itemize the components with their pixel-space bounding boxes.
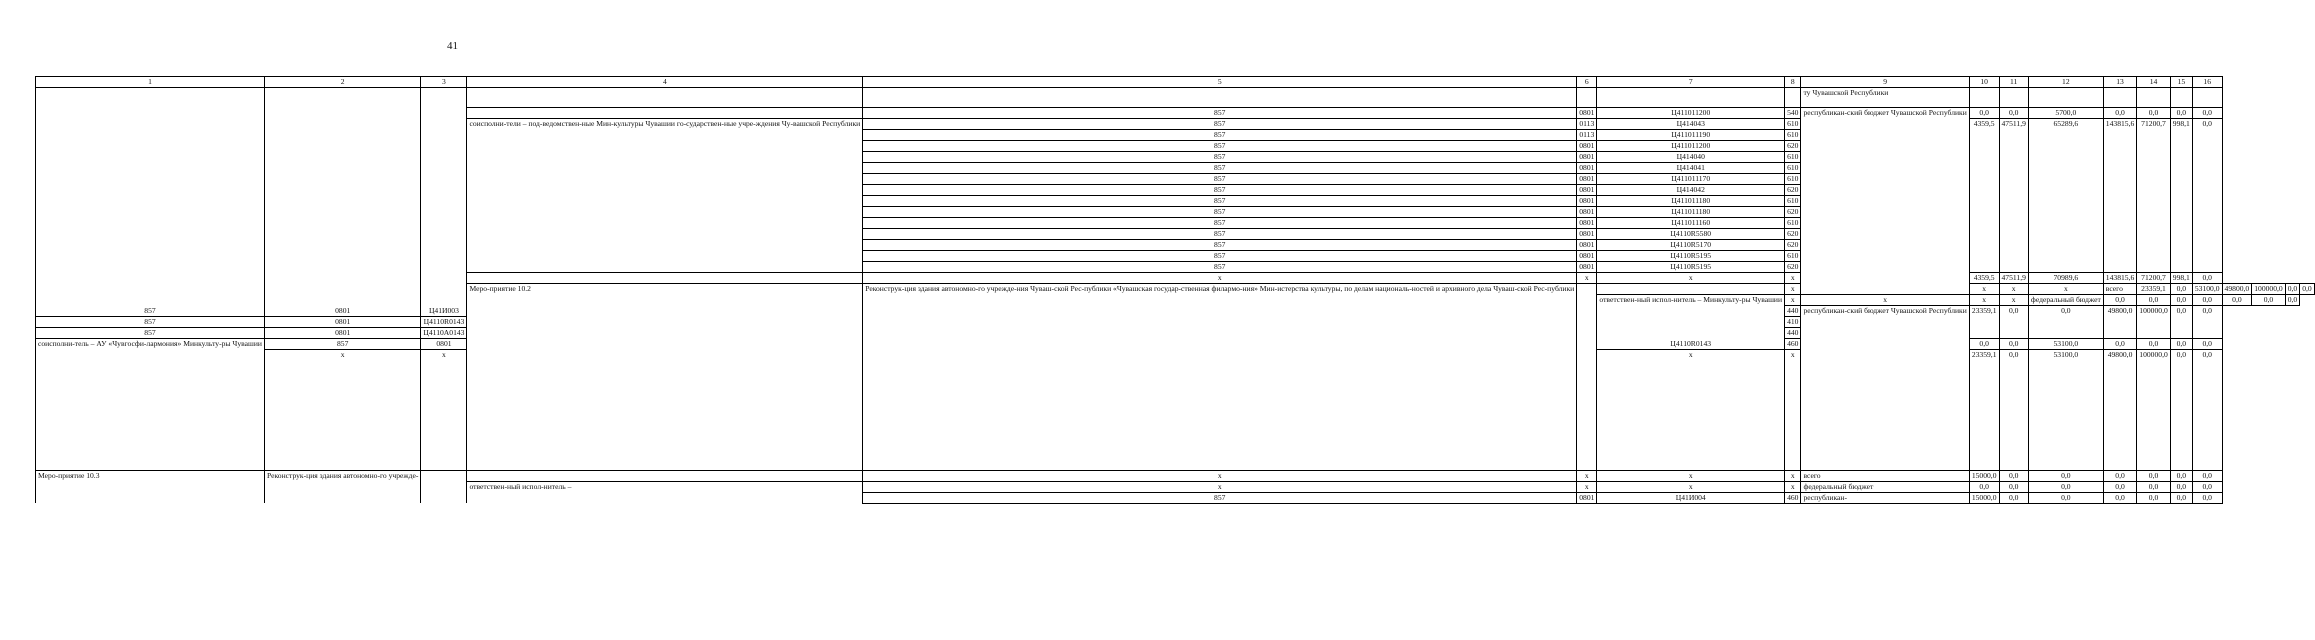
measure-name: Реконструк-ция здания автономно-го учрежде-ния Чуваш-ской Рес-публики «Чувашская государ-ственная филармо-ния» Мин-истерства культуры, по делам националь-ностей и архивного дела Чуваш-ской Рес-публики [863,284,1577,471]
table-cell [2170,360,2192,470]
table-cell [1597,360,1785,470]
column-header: 11 [1999,77,2028,88]
table-cell: 620 [1785,185,1801,196]
table-cell: 0801 [1577,207,1597,218]
column-header: 13 [2103,77,2136,88]
table-cell: 857 [265,339,421,350]
table-cell: 620 [1785,262,1801,273]
table-cell [2170,88,2192,108]
column-header: 6 [1577,77,1597,88]
table-cell: 857 [863,262,1577,273]
table-cell: x [1969,284,1999,295]
table-cell [1801,360,1969,470]
table-cell [1969,88,1999,108]
table-cell: 0801 [1577,262,1597,273]
table-cell [1577,88,1597,108]
table-cell: Ц4110R5195 [1597,262,1785,273]
table-cell: x [1577,273,1597,284]
table-cell [2192,88,2222,108]
table-cell: 620 [1785,207,1801,218]
table-cell: Ц41И003 [421,306,467,317]
table-cell: 0,0 [2170,470,2192,481]
table-cell: 0,0 [2192,108,2222,119]
table-cell: 0,0 [2170,108,2192,119]
table-cell: 857 [863,240,1577,251]
table-cell [2103,360,2136,470]
table-cell [1999,360,2028,470]
table-cell: 0801 [1577,141,1597,152]
responsible-executor: ответствен-ный испол-нитель – Минкульту-ры Чувашии [1597,295,1785,339]
table-cell: Ц4110R5195 [1597,251,1785,262]
table-cell: 0,0 [2192,481,2222,492]
table-cell: 0,0 [2137,108,2170,119]
table-cell: 5700,0 [2028,108,2103,119]
table-cell: Ц411011200 [1597,141,1785,152]
table-cell: 0,0 [2192,119,2222,273]
table-cell: Ц411011160 [1597,218,1785,229]
table-cell: x [1785,481,1801,492]
table-cell: x [863,470,1577,481]
table-cell: 620 [1785,240,1801,251]
table-cell: 0,0 [1969,108,1999,119]
table-cell: 857 [36,317,265,328]
table-cell: 0,0 [2170,350,2192,361]
column-header: 2 [265,77,421,88]
table-cell: 0,0 [2170,339,2192,350]
table-cell: 610 [1785,174,1801,185]
table-cell: x [863,273,1577,284]
table-cell: 0,0 [2103,492,2136,503]
table-cell: x [2028,284,2103,295]
table-cell: x [1785,470,1801,481]
column-header: 14 [2137,77,2170,88]
table-cell: 0801 [421,339,467,350]
table-cell: 610 [1785,163,1801,174]
table-cell: федеральный бюджет [2028,295,2103,306]
page-number: 41 [447,40,458,52]
table-cell: 440 [1785,306,1801,317]
table-cell: 0,0 [2103,481,2136,492]
column-header: 1 [36,77,265,88]
table-cell: 0801 [1577,185,1597,196]
table-cell: 4359,5 [1969,119,1999,273]
table-cell [2028,88,2103,108]
table-cell: 49800,0 [2103,350,2136,361]
table-cell: 610 [1785,130,1801,141]
table-cell: 857 [863,130,1577,141]
table-cell: 857 [863,119,1577,130]
table-cell: x [863,481,1577,492]
measure-label: Меро-приятие 10.2 [467,284,863,471]
table-cell: 857 [863,251,1577,262]
table-cell [1999,88,2028,108]
table-cell: 0,0 [2103,470,2136,481]
table-cell [265,88,421,306]
table-cell: 0,0 [2103,108,2136,119]
table-cell: Ц411011180 [1597,196,1785,207]
table-cell [467,108,863,119]
table-cell: 0,0 [2103,339,2136,350]
table-cell: 610 [1785,196,1801,207]
column-header: 5 [863,77,1577,88]
table-cell: x [1577,481,1597,492]
table-cell: 71200,7 [2137,119,2170,273]
table-cell: Ц414043 [1597,119,1785,130]
table-cell: 143815,6 [2103,119,2136,273]
table-cell: всего [2103,284,2136,295]
table-cell: 410 [1785,317,1801,328]
table-cell: 100000,0 [2137,306,2170,339]
table-cell [2028,360,2103,470]
table-cell: 15000,0 [1969,492,1999,503]
table-cell: 460 [1785,492,1801,503]
table-cell: 857 [36,306,265,317]
table-cell: 0,0 [2285,284,2300,295]
table-cell: 620 [1785,229,1801,240]
table-cell: 0,0 [2137,492,2170,503]
table-cell: 71200,7 [2137,273,2170,284]
table-cell: x [1801,295,1969,306]
table-cell: 143815,6 [2103,273,2136,284]
table-cell [467,273,863,284]
table-cell: Ц4110R0143 [1597,339,1785,350]
table-cell [2137,360,2170,470]
column-header: 7 [1597,77,1785,88]
table-cell: 0,0 [2192,339,2222,350]
table-cell: 857 [863,163,1577,174]
coexecutor: соисполни-тель – АУ «Чувгосфи-лармония» Минкульту-ры Чувашии [36,339,265,471]
table-cell: 857 [863,152,1577,163]
column-header: 12 [2028,77,2103,88]
table-cell: федеральный бюджет [1801,481,1969,492]
table-cell: 0,0 [2137,339,2170,350]
table-cell: 610 [1785,119,1801,130]
table-cell: x [1785,295,1801,306]
table-cell: 0,0 [2192,470,2222,481]
table-cell: 0,0 [1999,492,2028,503]
table-cell: 460 [1785,339,1801,350]
column-header: 16 [2192,77,2222,88]
table-cell: 0,0 [2192,273,2222,284]
table-cell: 857 [863,141,1577,152]
table-cell: 0,0 [2028,470,2103,481]
table-cell: 0,0 [1999,339,2028,350]
table-cell [1969,360,1999,470]
measure-label: Меро-приятие 10.3 [36,470,265,503]
table-cell [1785,360,1801,470]
table-cell: 0801 [1577,492,1597,503]
table-cell: 0801 [265,328,421,339]
table-cell: 70989,6 [2028,273,2103,284]
table-cell: 857 [863,218,1577,229]
table-cell: 857 [863,196,1577,207]
table-cell: 0801 [1577,229,1597,240]
table-cell: 0,0 [2103,295,2136,306]
table-cell: 620 [1785,141,1801,152]
table-cell: 0,0 [2222,295,2252,306]
table-cell [265,360,421,470]
table-cell: Ц4110R5580 [1597,229,1785,240]
table-cell: всего [1801,470,1969,481]
table-cell: 47511,9 [1999,119,2028,273]
table-cell [421,360,467,470]
table-cell [467,88,863,108]
table-cell: 0,0 [2285,295,2300,306]
table-cell [1577,284,1597,471]
table-cell: x [1999,295,2028,306]
table-cell: 0,0 [2170,284,2192,295]
table-cell [1785,88,1801,108]
table-cell: 0,0 [2192,306,2222,339]
table-cell: x [1969,295,1999,306]
table-cell: 49800,0 [2222,284,2252,295]
table-cell: 0,0 [2028,492,2103,503]
table-cell: Ц414041 [1597,163,1785,174]
table-cell: x [1597,481,1785,492]
table-row [36,88,2315,108]
table-cell: 857 [863,108,1577,119]
table-cell: 0113 [1577,130,1597,141]
table-cell: 0801 [1577,163,1597,174]
table-cell: 0801 [1577,240,1597,251]
table-cell: 100000,0 [2137,350,2170,361]
table-cell: 49800,0 [2103,306,2136,339]
table-cell: 0113 [1577,119,1597,130]
table-cell: x [1785,284,1801,295]
table-cell: 857 [863,207,1577,218]
table-cell [2137,88,2170,108]
table-cell [36,88,265,306]
table-cell: 857 [863,185,1577,196]
budget-table [35,76,2315,504]
table-cell: 610 [1785,152,1801,163]
table-cell [421,88,467,306]
column-header: 10 [1969,77,1999,88]
table-cell: 47511,9 [1999,273,2028,284]
budget-source: республикан-ский бюджет Чувашской Республики [1801,108,1969,295]
table-cell: x [1785,273,1801,284]
table-cell: 0801 [1577,196,1597,207]
table-cell: 0801 [265,306,421,317]
table-cell: 23359,1 [1969,306,1999,339]
table-cell: 53100,0 [2028,339,2103,350]
table-cell: 4359,5 [1969,273,1999,284]
table-cell: x [1597,350,1785,361]
coexecutor: соисполни-тели – под-ведомствен-ные Мин-культуры Чувашии го-сударствен-ные учре-ждения Чу-вашской Республики [467,119,863,273]
budget-source: республикан-ский бюджет Чувашской Республики [1801,306,1969,361]
table-cell: 0801 [1577,108,1597,119]
table-cell: x [1597,470,1785,481]
table-row [36,77,2315,88]
table-cell [2103,88,2136,108]
table-cell [467,470,863,481]
table-cell [2192,360,2222,470]
table-cell: 0,0 [2028,306,2103,339]
table-cell: x [265,350,421,361]
table-cell: x [1577,470,1597,481]
table-cell: 440 [1785,328,1801,339]
table-cell [1597,88,1785,108]
responsible-executor: ответствен-ный испол-нитель – [467,481,863,503]
table-cell: 0,0 [2137,295,2170,306]
table-cell: 0801 [1577,174,1597,185]
table-cell: 0,0 [1999,108,2028,119]
column-header: 8 [1785,77,1801,88]
column-header: 4 [467,77,863,88]
measure-name: Реконструк-ция здания автономно-го учрежде- [265,470,421,503]
table-cell: x [1597,273,1785,284]
table-cell: 0801 [265,317,421,328]
table-cell: 0,0 [2192,492,2222,503]
table-cell: 23359,1 [1969,350,1999,361]
table-cell: Ц411011180 [1597,207,1785,218]
table-cell: 0,0 [2252,295,2285,306]
table-cell: Ц411011190 [1597,130,1785,141]
table-cell: 0,0 [2170,492,2192,503]
table-cell: x [1785,350,1801,361]
table-cell: 857 [863,229,1577,240]
table-cell: Ц4110А0143 [421,328,467,339]
table-cell: 0,0 [1999,350,2028,361]
table-cell: 0,0 [2028,481,2103,492]
table-cell: x [421,350,467,361]
table-cell: 0,0 [2192,295,2222,306]
table-cell: 857 [863,174,1577,185]
budget-source: ту Чувашской Республики [1801,88,1969,108]
table-cell [1597,284,1785,295]
table-cell [863,88,1577,108]
table-cell: 0801 [1577,251,1597,262]
table-cell: 0,0 [1969,481,1999,492]
table-cell: 100000,0 [2252,284,2285,295]
table-cell: 23359,1 [2137,284,2170,295]
table-cell: x [1999,284,2028,295]
table-row [36,470,2315,481]
table-cell: 610 [1785,251,1801,262]
table-cell: Ц4110R5170 [1597,240,1785,251]
table-cell: 0,0 [1969,339,1999,350]
table-cell: Ц414042 [1597,185,1785,196]
table-cell: Ц411011170 [1597,174,1785,185]
table-cell [421,470,467,503]
column-header: 3 [421,77,467,88]
table-cell: 998,1 [2170,273,2192,284]
table-cell: 0,0 [2170,481,2192,492]
table-cell: Ц414040 [1597,152,1785,163]
column-header: 9 [1801,77,1969,88]
table-cell: 0,0 [1999,306,2028,339]
table-cell: 0,0 [2170,295,2192,306]
table-cell: 857 [36,328,265,339]
table-cell: Ц411011200 [1597,108,1785,119]
table-cell: республикан- [1801,492,1969,503]
table-cell: Ц41И004 [1597,492,1785,503]
table-cell: 0,0 [2137,470,2170,481]
table-cell: 0,0 [2137,481,2170,492]
table-cell: Ц4110R0143 [421,317,467,328]
table-cell: 0,0 [1999,470,2028,481]
table-cell: 15000,0 [1969,470,1999,481]
table-cell: 0801 [1577,218,1597,229]
table-cell: 857 [863,492,1577,503]
table-cell: 540 [1785,108,1801,119]
table-cell: 0,0 [2170,306,2192,339]
table-cell: 65289,6 [2028,119,2103,273]
table-cell: 998,1 [2170,119,2192,273]
table-cell: 0,0 [2300,284,2315,295]
table-cell: 53100,0 [2192,284,2222,295]
column-header: 15 [2170,77,2192,88]
table-cell: 0,0 [1999,481,2028,492]
table-cell: 53100,0 [2028,350,2103,361]
table-cell: 610 [1785,218,1801,229]
table-cell: 0,0 [2192,350,2222,361]
table-cell: 0801 [1577,152,1597,163]
